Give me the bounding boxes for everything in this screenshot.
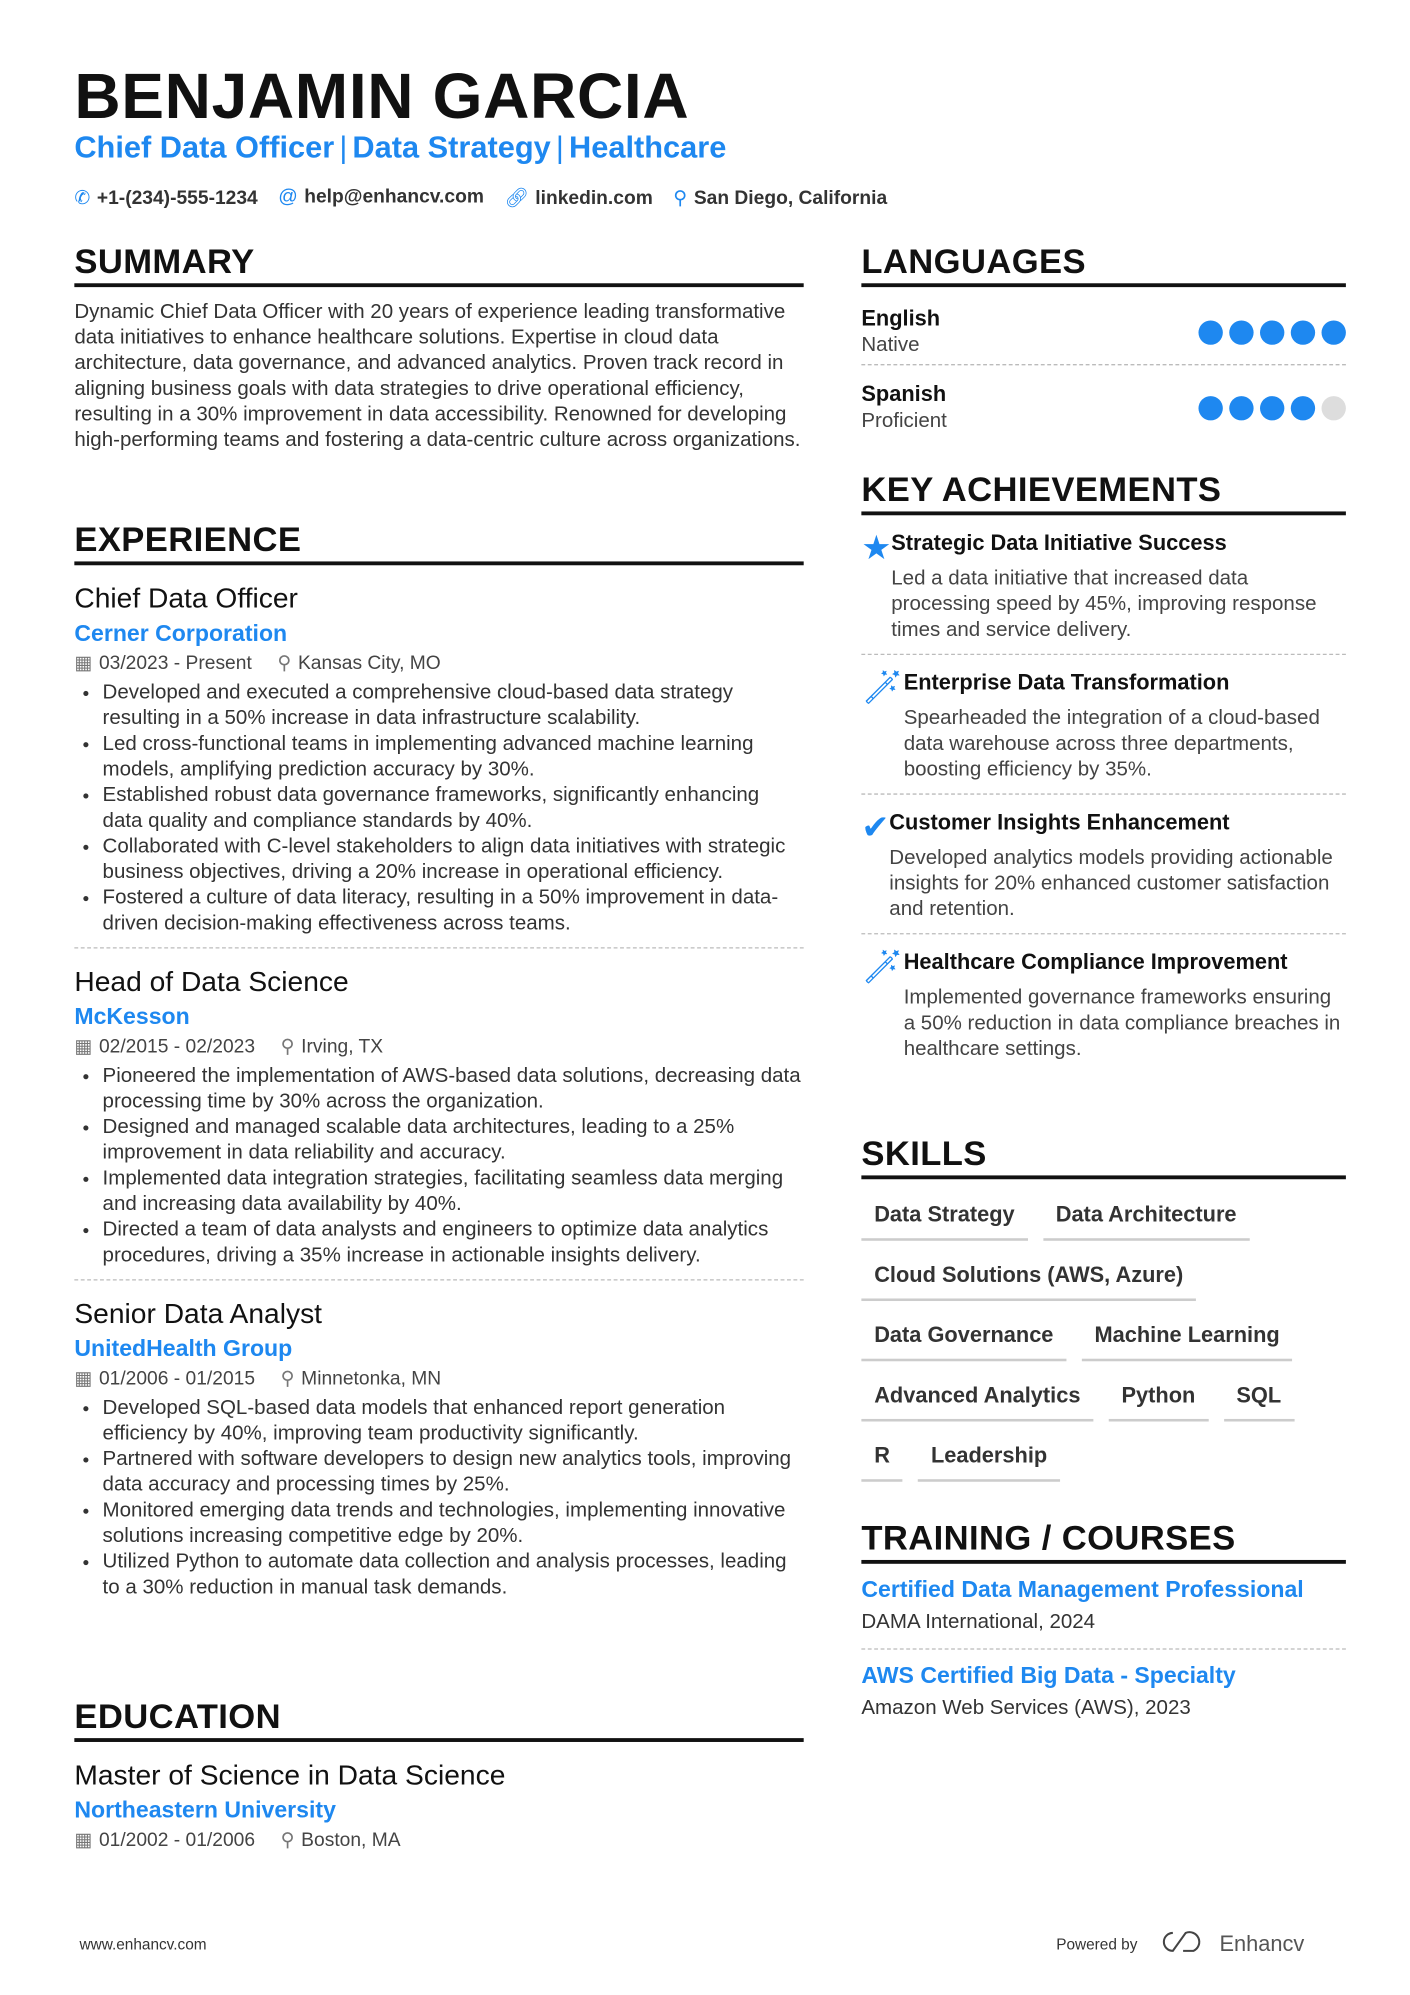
language-name: Spanish xyxy=(861,381,947,407)
education-meta xyxy=(74,1827,803,1855)
languages-section xyxy=(861,241,1346,440)
language-level: Native xyxy=(861,334,920,357)
calendar-icon: ▦ xyxy=(74,1035,93,1058)
rating-dot xyxy=(1260,320,1284,344)
headline-role: Chief Data Officer xyxy=(74,130,335,166)
language-rating xyxy=(1198,395,1345,419)
achievement-content xyxy=(904,947,1346,1062)
phone: +1-(234)-555-1234 xyxy=(96,187,258,209)
rating-dot xyxy=(1198,320,1222,344)
location xyxy=(277,650,440,678)
skill-tag: Data Architecture xyxy=(1043,1197,1249,1241)
skill-tag: Leadership xyxy=(918,1438,1060,1482)
skill-tag: Advanced Analytics xyxy=(861,1378,1093,1422)
course-org: DAMA International, 2024 xyxy=(861,1611,1096,1634)
bullet-item: • Directed a team of data analysts and engineers to optimize data analytics procedures, driving a 35% increase in actionable insights delivery. xyxy=(103,1218,804,1269)
achievement-desc: Implemented governance frameworks ensuring a 50% reduction in data compliance breaches in healthcare settings. xyxy=(903,986,1341,1061)
section-heading: LANGUAGES xyxy=(861,241,1346,287)
language-item xyxy=(861,370,1346,439)
location xyxy=(281,1033,383,1061)
magic-wand-icon: 🪄︎ xyxy=(861,947,904,986)
linkedin[interactable]: linkedin.com xyxy=(535,187,653,209)
email[interactable]: help@enhancv.com xyxy=(304,185,484,208)
dates-text: 03/2023 - Present xyxy=(98,652,252,675)
at-icon: @ xyxy=(278,185,298,208)
language-level: Proficient xyxy=(861,410,947,432)
company-name: UnitedHealth Group xyxy=(74,1335,293,1362)
rating-dot xyxy=(1229,395,1253,419)
contact-info xyxy=(74,186,887,209)
company-name: McKesson xyxy=(74,1003,190,1030)
bullet-list xyxy=(74,1064,803,1269)
achievement-item xyxy=(861,655,1346,795)
calendar-icon: ▦ xyxy=(74,1367,93,1390)
bullet-item: • Fostered a culture of data literacy, resulting in a 50% improvement in data-driven decision-making effectiveness across teams. xyxy=(103,886,804,937)
brand-name: Enhancv xyxy=(1219,1931,1305,1956)
achievements-section xyxy=(861,469,1346,1073)
company-name: Cerner Corporation xyxy=(74,620,288,647)
job-entry xyxy=(74,581,803,949)
section-heading: EXPERIENCE xyxy=(74,519,803,565)
rating-dot xyxy=(1291,395,1315,419)
dates: 01/2002 - 01/2006 xyxy=(98,1829,256,1851)
skill-tag: Machine Learning xyxy=(1082,1318,1293,1362)
language-name: English xyxy=(861,306,941,331)
calendar-icon: ▦ xyxy=(74,1829,93,1851)
location-icon: ⚲ xyxy=(277,652,292,675)
job-entry xyxy=(74,964,803,1281)
language-item xyxy=(861,295,1346,365)
footer-website[interactable]: www.enhancv.com xyxy=(79,1935,207,1954)
skills-section xyxy=(861,1133,1346,1482)
bullet-item: • Utilized Python to automate data collection and analysis processes, leading to a 30% reduction in manual task demands. xyxy=(103,1550,804,1601)
job-entry xyxy=(74,1296,803,1601)
job-meta xyxy=(74,1033,803,1061)
section-heading: SUMMARY xyxy=(74,241,803,287)
achievement-desc: Spearheaded the integration of a cloud-based data warehouse across three departments, boosting efficiency by 35%. xyxy=(903,707,1320,781)
course-title[interactable]: AWS Certified Big Data - Specialty xyxy=(861,1662,1236,1689)
powered-by-label: Powered by xyxy=(1056,1934,1138,1953)
achievement-item xyxy=(861,795,1346,935)
location-icon: ⚲ xyxy=(673,187,688,209)
job-title: Head of Data Science xyxy=(74,965,349,998)
headline-focus: Data Strategy xyxy=(352,130,551,166)
location-text: Minnetonka, MN xyxy=(301,1367,442,1390)
rating-dot xyxy=(1260,395,1284,419)
rating-dot xyxy=(1198,395,1222,419)
dates xyxy=(74,650,251,678)
footer-branding xyxy=(1056,1929,1304,1958)
job-meta xyxy=(74,650,803,678)
bullet-item: • Monitored emerging data trends and technologies, implementing innovative solutions increasing competitive edge by 20%. xyxy=(103,1498,804,1549)
location: Boston, MA xyxy=(301,1829,401,1851)
achievement-content xyxy=(904,668,1346,783)
language-text xyxy=(861,305,940,359)
achievement-title: Customer Insights Enhancement xyxy=(889,810,1230,835)
section-heading: TRAINING / COURSES xyxy=(861,1518,1346,1564)
bullet-item: • Collaborated with C-level stakeholders to align data initiatives with strategic business objectives, driving a 20% increase in operational efficiency. xyxy=(103,834,804,885)
course-item xyxy=(861,1650,1346,1735)
summary-text: Dynamic Chief Data Officer with 20 years of experience leading transformative data initiatives to enhance healthcare solutions. Expertise in cloud data architecture, data governance, and advanced analytics. Proven track record in aligning business goals with data strategies to drive operational efficiency, resulting in a 30% improvement in data accessibility. Renowned for developing high-performing teams and fostering a data-centric culture across organizations. xyxy=(74,301,801,452)
location-icon: ⚲ xyxy=(280,1829,295,1851)
job-title: Senior Data Analyst xyxy=(74,1297,323,1330)
rating-dot xyxy=(1291,320,1315,344)
headline: Chief Data Officer | Data Strategy | Healthcare xyxy=(74,130,727,166)
dates-text: 01/2006 - 01/2015 xyxy=(98,1367,256,1390)
bullet-item: • Established robust data governance frameworks, significantly enhancing data quality and compliance standards by 40%. xyxy=(103,783,804,834)
star-icon: ★ xyxy=(861,528,892,567)
skills-list xyxy=(861,1197,1346,1482)
skill-tag: Python xyxy=(1109,1378,1208,1422)
achievement-title: Healthcare Compliance Improvement xyxy=(903,949,1288,975)
magic-wand-icon: 🪄︎ xyxy=(861,667,904,707)
rating-dot xyxy=(1322,395,1346,419)
school: Northeastern University xyxy=(74,1797,336,1823)
achievement-content xyxy=(891,528,1346,643)
bullet-item: • Partnered with software developers to design new analytics tools, improving data accuracy and processing times by 25%. xyxy=(103,1447,804,1498)
location-text: Kansas City, MO xyxy=(297,652,441,675)
location-text: Irving, TX xyxy=(301,1035,384,1058)
achievement-item xyxy=(861,515,1346,655)
dates xyxy=(74,1365,255,1393)
skill-tag: Cloud Solutions (AWS, Azure) xyxy=(861,1257,1196,1301)
bullet-list xyxy=(74,681,803,937)
training-section xyxy=(861,1518,1346,1735)
bullet-item: • Developed and executed a comprehensive cloud-based data strategy resulting in a 50% increase in data infrastructure scalability. xyxy=(103,681,804,732)
achievement-desc: Led a data initiative that increased data processing speed by 45%, improving response times and service delivery. xyxy=(891,567,1317,641)
course-item xyxy=(861,1564,1346,1650)
skill-tag: R xyxy=(861,1438,902,1482)
location-icon: ⚲ xyxy=(280,1035,295,1058)
section-heading: SKILLS xyxy=(861,1133,1346,1179)
bullet-list xyxy=(74,1396,803,1601)
location-icon: ⚲ xyxy=(280,1367,295,1390)
experience-section xyxy=(74,519,803,1601)
course-title[interactable]: Certified Data Management Professional xyxy=(861,1576,1304,1603)
language-text xyxy=(861,381,947,435)
location: San Diego, California xyxy=(693,187,888,209)
skill-tag: SQL xyxy=(1224,1378,1294,1422)
bullet-item: • Implemented data integration strategies, facilitating seamless data merging and increasing data availability by 40%. xyxy=(103,1166,804,1217)
skill-tag: Data Strategy xyxy=(861,1197,1027,1241)
education-section xyxy=(74,1696,803,1858)
phone-icon: ✆ xyxy=(74,187,91,209)
dates-text: 02/2015 - 02/2023 xyxy=(98,1035,256,1058)
bullet-item: • Led cross-functional teams in implementing advanced machine learning models, amplifying prediction accuracy by 30%. xyxy=(103,732,804,783)
enhancv-logo-icon xyxy=(1155,1929,1201,1958)
achievement-item xyxy=(861,934,1346,1072)
summary-section xyxy=(74,241,803,454)
achievement-title: Strategic Data Initiative Success xyxy=(891,530,1227,556)
bullet-item: • Developed SQL-based data models that enhanced report generation efficiency by 40%, improving team productivity significantly. xyxy=(103,1396,804,1447)
calendar-icon: ▦ xyxy=(74,652,93,675)
link-icon: 🔗︎ xyxy=(504,187,529,209)
achievement-title: Enterprise Data Transformation xyxy=(903,670,1230,695)
section-heading: EDUCATION xyxy=(74,1696,803,1742)
section-heading: KEY ACHIEVEMENTS xyxy=(861,469,1346,515)
achievement-desc: Developed analytics models providing actionable insights for 20% enhanced customer satisfaction and retention. xyxy=(889,847,1333,921)
job-meta xyxy=(74,1365,803,1393)
rating-dot xyxy=(1229,320,1253,344)
degree: Master of Science in Data Science xyxy=(74,1758,506,1791)
achievement-content xyxy=(889,808,1346,923)
rating-dot xyxy=(1322,320,1346,344)
checkmark-icon: ✔ xyxy=(861,807,890,846)
headline-industry: Healthcare xyxy=(569,130,727,166)
course-org: Amazon Web Services (AWS), 2023 xyxy=(861,1697,1191,1719)
bullet-item: • Pioneered the implementation of AWS-based data solutions, decreasing data processing time by 30% across the organization. xyxy=(103,1064,804,1115)
location xyxy=(281,1365,442,1393)
dates xyxy=(74,1033,255,1061)
bullet-item: • Designed and managed scalable data architectures, leading to a 25% improvement in data reliability and accuracy. xyxy=(103,1115,804,1166)
language-rating xyxy=(1198,320,1345,344)
candidate-name: BENJAMIN GARCIA xyxy=(74,60,690,133)
job-title: Chief Data Officer xyxy=(74,581,298,614)
skill-tag: Data Governance xyxy=(861,1318,1066,1362)
